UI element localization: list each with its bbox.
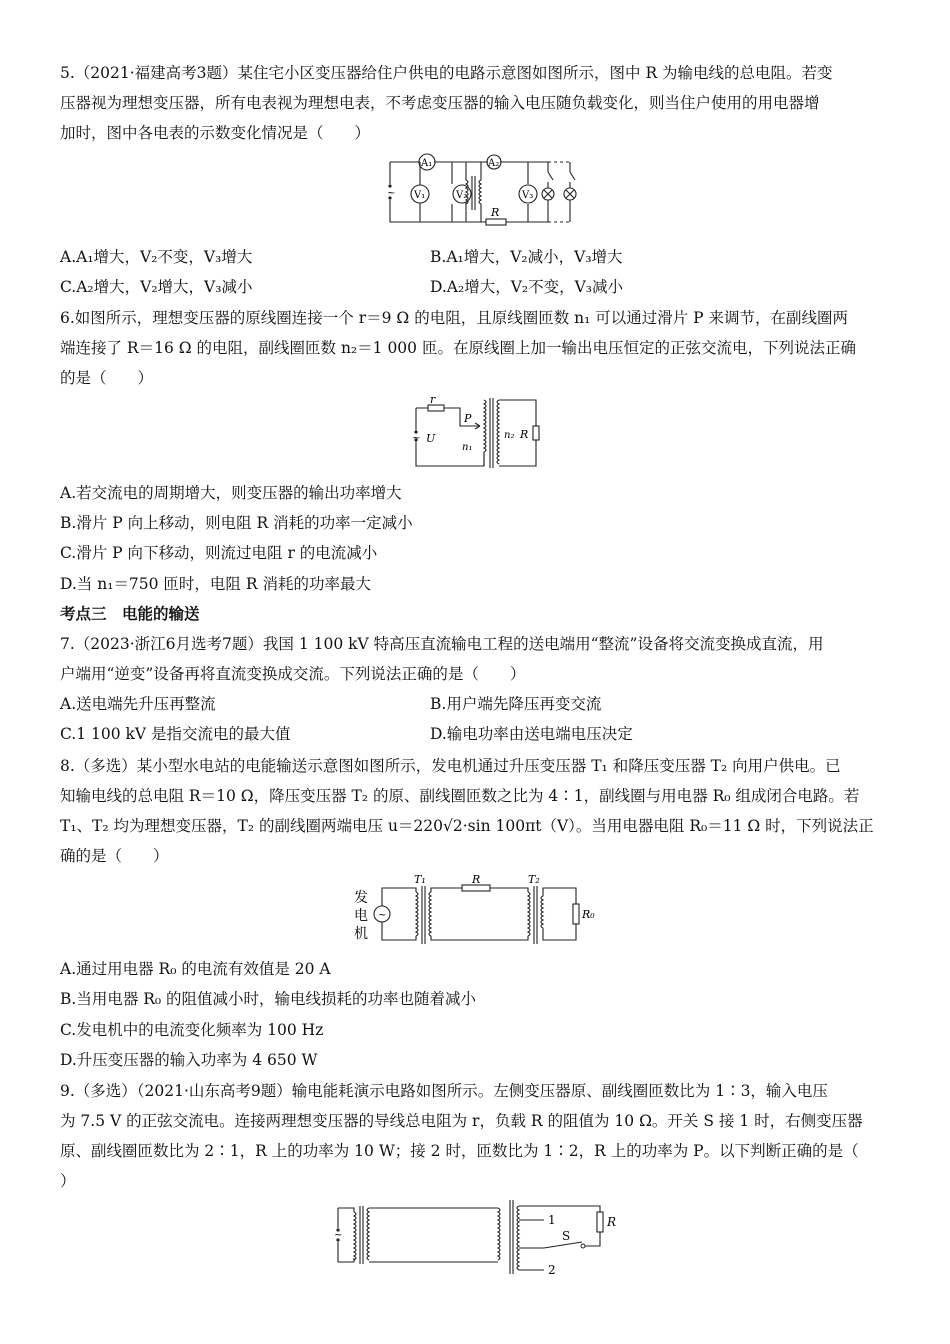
q9-text-line-3: 原、副线圈匝数比为 2∶1，R 上的功率为 10 W；接 2 时，匝数比为 1∶2，R 上的功率为 P。以下判断正确的是（	[60, 1142, 859, 1160]
r-label: R	[607, 1215, 617, 1229]
q7-text-line-2: 户端用“逆变”设备再将直流变换成交流。下列说法正确的是（ ）	[60, 665, 526, 683]
q5-circuit-diagram	[378, 150, 578, 232]
q7-text-line-1: 7.（2023·浙江6月选考7题）我国 1 100 kV 特高压直流输电工程的送电端用“整流”设备将交流变换成直流，用	[60, 635, 824, 653]
q7-option-b: B.用户端先降压再变交流	[430, 695, 602, 713]
q6-option-c: C.滑片 P 向下移动，则流过电阻 r 的电流减小	[60, 544, 378, 562]
load-resistor-r-symbol	[597, 1212, 603, 1232]
v2-label: V₂	[456, 190, 468, 201]
q6-text-line-3: 的是（ ）	[60, 369, 154, 387]
generator-label-3: 机	[354, 926, 368, 942]
u-label: U	[426, 432, 436, 445]
generator-label-2: 电	[354, 908, 368, 924]
big-r-label: R	[520, 428, 529, 441]
q7-option-c: C.1 100 kV 是指交流电的最大值	[60, 725, 291, 743]
terminal-1-label: 1	[548, 1213, 556, 1227]
switch-1-symbol	[548, 172, 553, 180]
q5-text-line-2: 压器视为理想变压器，所有电表视为理想电表，不考虑变压器的输入电压随负载变化，则当住户使用的用电器增	[60, 94, 820, 112]
n2-label: n₂	[504, 430, 515, 441]
q8-text-line-4: 确的是（ ）	[60, 847, 169, 865]
t1-secondary-coil	[429, 892, 431, 936]
q6-option-d: D.当 n₁＝750 匝时，电阻 R 消耗的功率最大	[60, 575, 371, 593]
q6-option-a: A.若交流电的周期增大，则变压器的输出功率增大	[60, 484, 402, 502]
ac-source-symbol: ~	[334, 1230, 343, 1241]
q8-transmission-diagram	[352, 872, 602, 950]
q9-text-line-2: 为 7.5 V 的正弦交流电。连接两理想变压器的导线总电阻为 r，负载 R 的阻值为 10 Ω。开关 S 接 1 时，右侧变压器	[60, 1112, 863, 1130]
r0-label: R₀	[582, 908, 595, 921]
t1-label: T₁	[414, 873, 426, 886]
secondary-coil-n2	[497, 400, 499, 464]
q9-text-line-4: ）	[60, 1172, 76, 1190]
q8-option-b: B.当用电器 R₀ 的阻值减小时，输电线损耗的功率也随着减小	[60, 990, 477, 1008]
resistor-big-r-symbol	[533, 426, 539, 440]
right-transformer-secondary	[517, 1206, 519, 1270]
p-label: P	[464, 412, 472, 425]
q8-option-c: C.发电机中的电流变化频率为 100 Hz	[60, 1021, 324, 1039]
q6-text-line-1: 6.如图所示，理想变压器的原线圈连接一个 r＝9 Ω 的电阻，且原线圈匝数 n₁ 可以通过滑片 P 来调节，在副线圈两	[60, 309, 849, 327]
n1-label: n₁	[462, 442, 473, 453]
q5-text-line-3: 加时，图中各电表的示数变化情况是（ ）	[60, 124, 371, 142]
q7-option-a: A.送电端先升压再整流	[60, 695, 216, 713]
t1-primary-coil	[416, 892, 418, 936]
v1-label: V₁	[414, 190, 426, 201]
q5-option-c: C.A₂增大，V₂增大，V₃减小	[60, 278, 253, 296]
switch-2-symbol	[570, 172, 575, 180]
v3-label: V₃	[522, 190, 534, 201]
line-resistor-r-symbol	[486, 219, 506, 225]
q5-option-a: A.A₁增大，V₂不变，V₃增大	[60, 248, 253, 266]
q9-circuit-diagram	[332, 1198, 632, 1280]
q5-option-b: B.A₁增大，V₂减小，V₃增大	[430, 248, 623, 266]
q9-text-line-1: 9.（多选）（2021·山东高考9题）输电能耗演示电路如图所示。左侧变压器原、副线圈匝数比为 1∶3，输入电压	[60, 1082, 828, 1100]
right-transformer-primary	[498, 1208, 500, 1260]
t2-primary-coil	[528, 892, 530, 936]
q6-text-line-2: 端连接了 R＝16 Ω 的电阻，副线圈匝数 n₂＝1 000 匝。在原线圈上加一输出电压恒定的正弦交流电，下列说法正确	[60, 339, 856, 357]
r-label: R	[491, 206, 500, 219]
left-transformer-secondary	[367, 1208, 369, 1260]
ac-source-symbol: ~	[412, 433, 421, 444]
terminal-2-label: 2	[548, 1263, 556, 1277]
primary-coil-n1	[484, 400, 486, 466]
left-transformer-primary	[354, 1212, 356, 1260]
t2-label: T₂	[528, 873, 540, 886]
r-label: r	[430, 394, 436, 406]
r-label: R	[472, 873, 481, 886]
load-resistor-r0-symbol	[573, 904, 579, 924]
q5-text-line-1: 5.（2021·福建高考3题）某住宅小区变压器给住户供电的电路示意图如图所示，图中 R 为输电线的总电阻。若变	[60, 64, 833, 82]
t2-secondary-coil	[541, 896, 543, 928]
q6-circuit-diagram	[408, 394, 548, 472]
q7-option-d: D.输电功率由送电端电压决定	[430, 725, 633, 743]
q8-text-line-3: T₁、T₂ 均为理想变压器，T₂ 的副线圈两端电压 u＝220√2·sin 100πt（V）。当用电器电阻 R₀＝11 Ω 时，下列说法正	[60, 817, 874, 835]
q6-option-b: B.滑片 P 向上移动，则电阻 R 消耗的功率一定减小	[60, 514, 413, 532]
q8-text-line-1: 8.（多选）某小型水电站的电能输送示意图如图所示，发电机通过升压变压器 T₁ 和降压变压器 T₂ 向用户供电。已	[60, 757, 841, 775]
generator-label-1: 发	[354, 890, 368, 906]
q8-option-a: A.通过用电器 R₀ 的电流有效值是 20 A	[60, 960, 331, 978]
q8-text-line-2: 知输电线的总电阻 R＝10 Ω，降压变压器 T₂ 的原、副线圈匝数之比为 4∶1，副线圈与用电器 R₀ 组成闭合电路。若	[60, 787, 860, 805]
section-heading: 考点三 电能的输送	[60, 604, 200, 623]
ac-source-symbol: ~	[387, 188, 396, 199]
q5-option-d: D.A₂增大，V₂不变，V₃减小	[430, 278, 624, 296]
transformer-secondary-coil	[479, 180, 481, 204]
switch-s-label: S	[562, 1229, 571, 1243]
ac-source-symbol: ~	[378, 910, 387, 921]
a2-label: A₂	[488, 158, 500, 169]
a1-label: A₁	[421, 158, 433, 169]
q8-option-d: D.升压变压器的输入功率为 4 650 W	[60, 1051, 318, 1069]
